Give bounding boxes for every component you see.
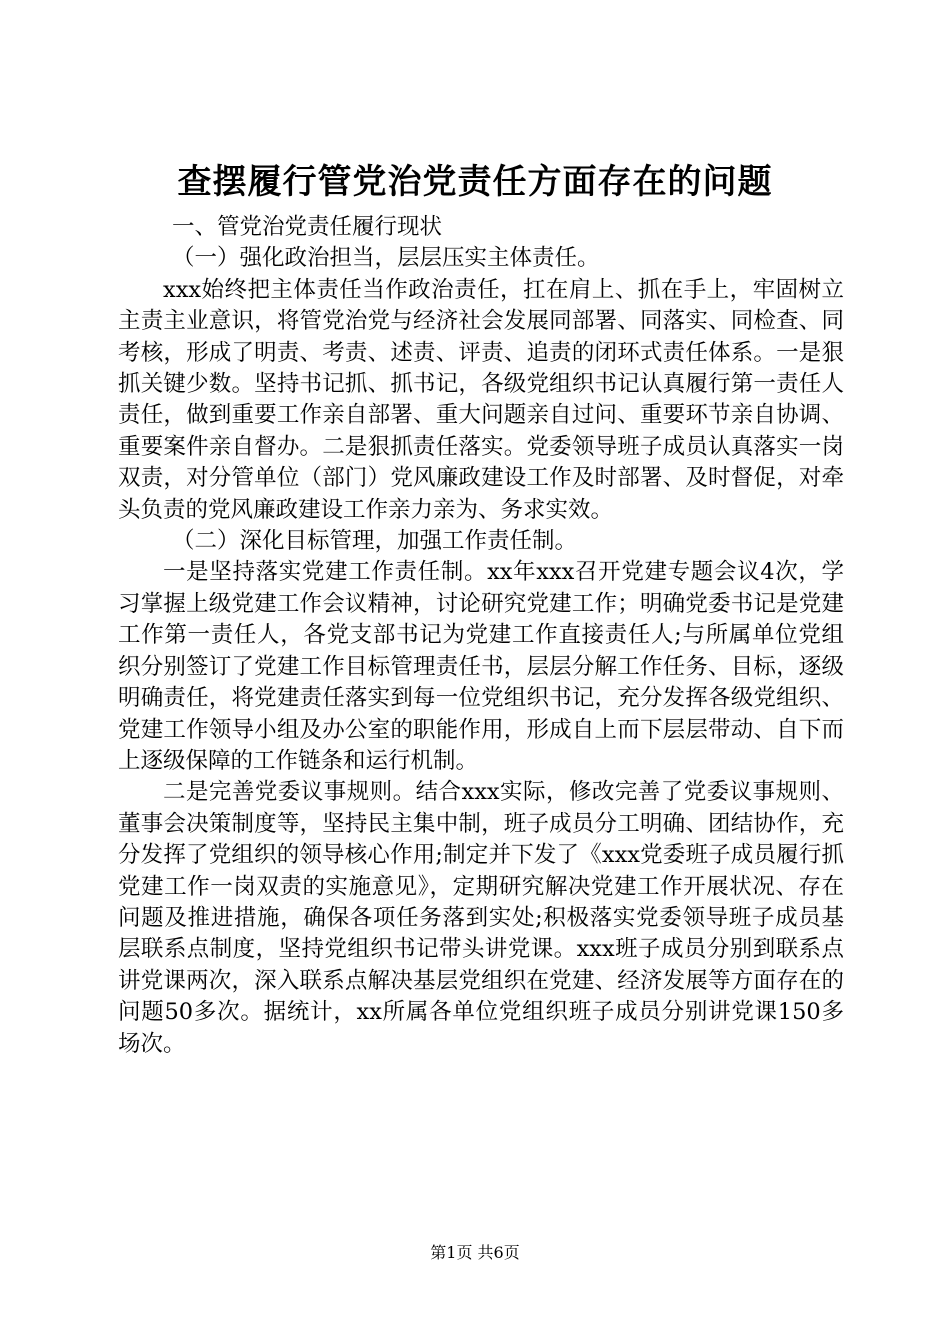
- body-paragraph: 一是坚持落实党建工作责任制。xx年xxx召开党建专题会议4次，学习掌握上级党建工作会议精神，讨论研究党建工作；明确党委书记是党建工作第一责任人，各党支部书记为党建工作直接责任人;与所属单位党组织分别签订了党建工作目标管理责任书，层层分解工作任务、目标，逐级明确责任，将党建责任落实到每一位党组织书记，充分发挥各级党组织、党建工作领导小组及办公室的职能作用，形成自上而下层层带动、自下而上逐级保障的工作链条和运行机制。: [118, 559, 844, 774]
- body-paragraph: 二是完善党委议事规则。结合xxx实际，修改完善了党委议事规则、董事会决策制度等，坚持民主集中制，班子成员分工明确、团结协作，充分发挥了党组织的领导核心作用;制定并下发了《xxx党委班子成员履行抓党建工作一岗双责的实施意见》，定期研究解决党建工作开展状况、存在问题及推进措施，确保各项任务落到实处;积极落实党委领导班子成员基层联系点制度，坚持党组织书记带头讲党课。xxx班子成员分别到联系点讲党课两次，深入联系点解决基层党组织在党建、经济发展等方面存在的问题50多次。据统计，xx所属各单位党组织班子成员分别讲党课150多场次。: [118, 779, 844, 1057]
- document-body: [118, 212, 844, 1060]
- subsection-heading: （二）深化目标管理，加强工作责任制。: [172, 528, 578, 555]
- page-footer: 第1页 共6页: [430, 1243, 520, 1262]
- body-paragraph: xxx始终把主体责任当作政治责任，扛在肩上、抓在手上，牢固树立主责主业意识，将管党治党与经济社会发展同部署、同落实、同检查、同考核，形成了明责、考责、述责、评责、追责的闭环式责任体系。一是狠抓关键少数。坚持书记抓、抓书记，各级党组织书记认真履行第一责任人责任，做到重要工作亲自部署、重大问题亲自过问、重要环节亲自协调、重要案件亲自督办。二是狠抓责任落实。党委领导班子成员认真落实一岗双责，对分管单位（部门）党风廉政建设工作及时部署、及时督促，对牵头负责的党风廉政建设工作亲力亲为、务求实效。: [118, 276, 844, 523]
- document-title: 查摆履行管党治党责任方面存在的问题: [177, 162, 773, 202]
- subsection-heading: （一）强化政治担当，层层压实主体责任。: [172, 245, 600, 272]
- section-heading: 一、管党治党责任履行现状: [172, 214, 443, 240]
